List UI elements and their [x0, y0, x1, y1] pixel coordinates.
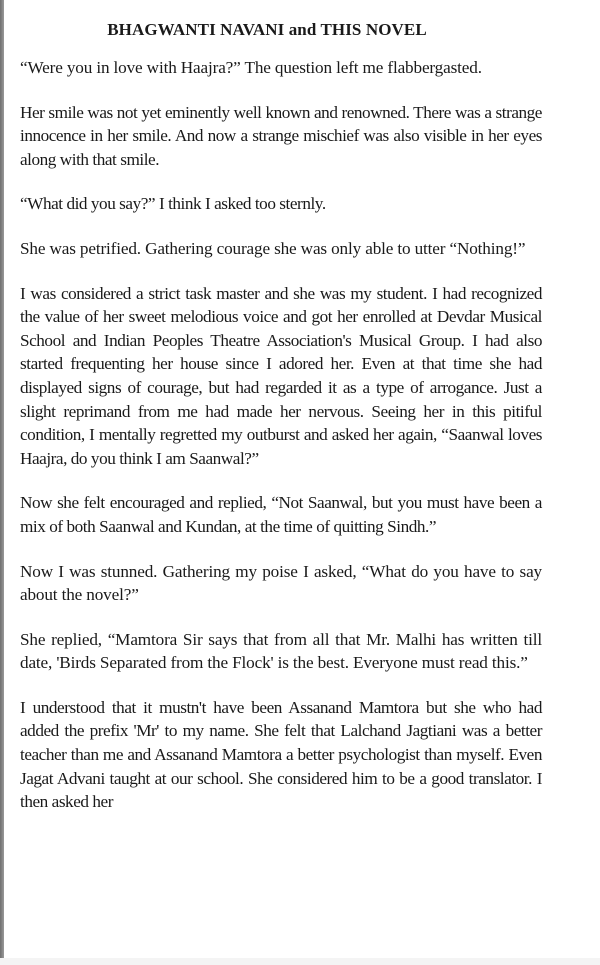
paragraph-7: Now I was stunned. Gathering my poise I asked, “What do you have to say about the novel?” — [20, 561, 542, 605]
paragraph-2: Her smile was not yet eminently well known and renowned. There was a strange innocence in her smile. And now a strange mischief was also visible in her eyes along with that smile. — [20, 102, 542, 169]
scanned-page-edge — [0, 0, 4, 958]
paragraph-6: Now she felt encouraged and replied, “Not Saanwal, but you must have been a mix of both Saanwal and Kundan, at the time of quitting Sindh.” — [20, 493, 542, 536]
paragraph-3: “What did you say?” I think I asked too sternly. — [20, 194, 326, 214]
paragraph-4: She was petrified. Gathering courage she was only able to utter “Nothing!” — [20, 238, 526, 258]
paragraph-5: I was considered a strict task master and she was my student. I had recognized the value of her sweet melodious voice and got her enrolled at Devdar Musical School and Indian Peoples Theatre Association's Musical Group. I had also started frequenting her house since I adored her. Even at that time she had displayed signs of courage, but had regarded it as a type of arrogance. Just a slight reprimand from me had made her nervous. Seeing her in this pitiful condition, I mentally regretted my outburst and asked her again, “Saanwal loves Haajra, do you think I am Saanwal?” — [20, 283, 542, 468]
document-page — [20, 18, 542, 835]
paragraph-1: “Were you in love with Haajra?” The question left me flabbergasted. — [20, 58, 482, 77]
paragraph-8: She replied, “Mamtora Sir says that from all that Mr. Malhi has written till date, 'Birds Separated from the Flock' is the best. Everyone must read this.” — [20, 629, 542, 673]
paragraph-9: I understood that it mustn't have been Assanand Mamtora but she who had added the prefix 'Mr' to my name. She felt that Lalchand Jagtiani was a better teacher than me and Assanand Mamtora a better psychologist than myself. Even Jagat Advani taught at our school. She considered him to be a good translator. I then asked her — [20, 697, 542, 812]
scanned-page-bottom-margin — [0, 958, 600, 965]
chapter-title: BHAGWANTI NAVANI and THIS NOVEL — [107, 20, 427, 39]
